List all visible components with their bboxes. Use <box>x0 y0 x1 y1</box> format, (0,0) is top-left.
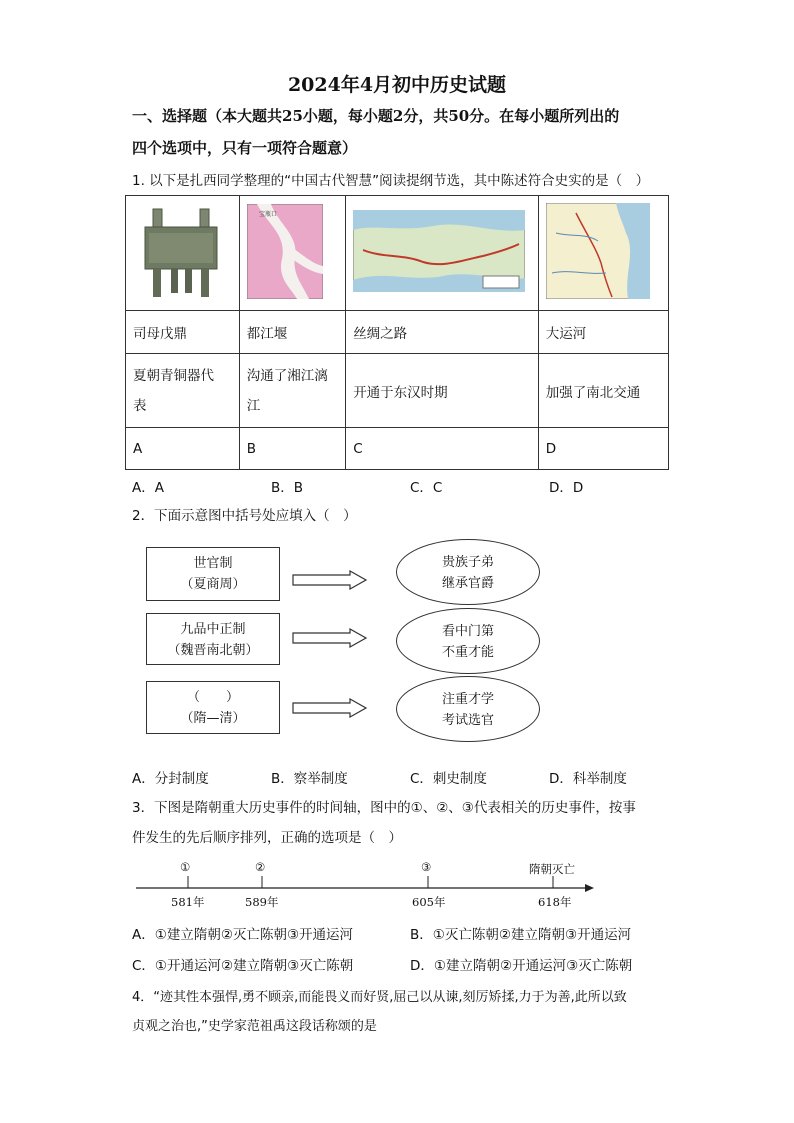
bronze-ding-image <box>133 199 229 304</box>
q1-letter-c: C <box>346 428 539 470</box>
timeline-year-618: 618年 <box>538 895 572 909</box>
q1-cell-image-b <box>239 196 345 311</box>
q3-option-b[interactable]: B．①灭亡陈朝②建立隋朝③开通运河 <box>410 927 632 943</box>
q3-option-a[interactable]: A．①建立隋朝②灭亡陈朝③开通运河 <box>132 927 354 943</box>
q1-letter-a: A <box>126 428 240 470</box>
q3-stem-line2: 件发生的先后顺序排列，正确的选项是（ ） <box>132 830 402 846</box>
q1-option-d[interactable]: D．D <box>549 480 584 496</box>
q2-arrow-3 <box>292 698 368 718</box>
q3-option-c[interactable]: C．①开通运河②建立隋朝③灭亡陈朝 <box>132 958 354 974</box>
q1-stem: 1. 以下是扎西同学整理的“中国古代智慧”阅读提纲节选，其中陈述符合史实的是（ ） <box>132 173 650 189</box>
timeline-arrow-head <box>585 884 594 892</box>
q1-name-b: 都江堰 <box>239 311 345 354</box>
q1-option-b[interactable]: B．B <box>271 480 304 496</box>
section-heading-line1: 一、选择题（本大题共25小题，每小题2分，共50分。在每小题所列出的 <box>132 107 620 125</box>
q4-stem-line2: 贞观之治也,”史学家范祖禹这段话称颂的是 <box>132 1019 377 1034</box>
q3-option-d[interactable]: D．①建立隋朝②开通运河③灭亡陈朝 <box>410 958 633 974</box>
silk-road-map-image <box>353 210 525 292</box>
q2-box-jiupin: 九品中正制 （魏晋南北朝） <box>146 613 280 665</box>
q1-letter-d: D <box>538 428 668 470</box>
q1-name-a: 司母戊鼎 <box>126 311 240 354</box>
q1-option-a[interactable]: A．A <box>132 480 164 496</box>
q2-arrow-2 <box>292 628 368 648</box>
timeline-label-3: ③ <box>421 860 432 874</box>
timeline-label-2: ② <box>255 860 266 874</box>
q1-cell-image-a <box>126 196 240 311</box>
q2-box-blank: （ ） （隋—清） <box>146 681 280 734</box>
q2-oval-2: 看中门第 不重才能 <box>396 608 540 674</box>
q2-option-c[interactable]: C．刺史制度 <box>410 771 487 787</box>
page-title: 2024年4月初中历史试题 <box>287 74 507 96</box>
timeline-label-1: ① <box>180 860 191 874</box>
q1-table <box>125 195 669 470</box>
q2-option-d[interactable]: D．科举制度 <box>549 771 627 787</box>
q1-cell-image-c <box>346 196 539 311</box>
q2-box-shiguan: 世官制 （夏商周） <box>146 547 280 601</box>
q1-desc-b: 沟通了湘江漓 江 <box>239 354 345 428</box>
q1-desc-d: 加强了南北交通 <box>538 354 668 428</box>
q1-letter-b: B <box>239 428 345 470</box>
timeline-year-589: 589年 <box>245 895 279 909</box>
q2-arrow-1 <box>292 570 368 590</box>
dujiangyan-map-image <box>247 204 323 299</box>
q2-oval-3: 注重才学 考试选官 <box>396 676 540 742</box>
timeline-year-605: 605年 <box>412 895 446 909</box>
q2-option-a[interactable]: A．分封制度 <box>132 771 209 787</box>
q2-oval-1: 贵族子弟 继承官爵 <box>396 539 540 605</box>
q3-stem-line1: 3．下图是隋朝重大历史事件的时间轴，图中的①、②、③代表相关的历史事件，按事 <box>132 800 636 816</box>
q1-option-c[interactable]: C．C <box>410 480 443 496</box>
timeline-label-sui-fall: 隋朝灭亡 <box>529 862 575 876</box>
q1-desc-c: 开通于东汉时期 <box>346 354 539 428</box>
q4-stem-line1: 4．“迹其性本强悍,勇不顾亲,而能畏义而好贤,屈己以从谏,刻厉矫揉,力于为善,此所以致 <box>132 990 627 1005</box>
svg-text:宝瓶口: 宝瓶口 <box>258 210 277 218</box>
q1-cell-image-d <box>538 196 668 311</box>
q1-name-d: 大运河 <box>538 311 668 354</box>
grand-canal-map-image <box>546 203 650 299</box>
q1-desc-a: 夏朝青铜器代 表 <box>126 354 240 428</box>
q2-option-b[interactable]: B．察举制度 <box>271 771 348 787</box>
timeline-year-581: 581年 <box>171 895 205 909</box>
section-heading-line2: 四个选项中，只有一项符合题意） <box>132 139 358 157</box>
q1-name-c: 丝绸之路 <box>346 311 539 354</box>
q2-stem: 2．下面示意图中括号处应填入（ ） <box>132 508 357 524</box>
